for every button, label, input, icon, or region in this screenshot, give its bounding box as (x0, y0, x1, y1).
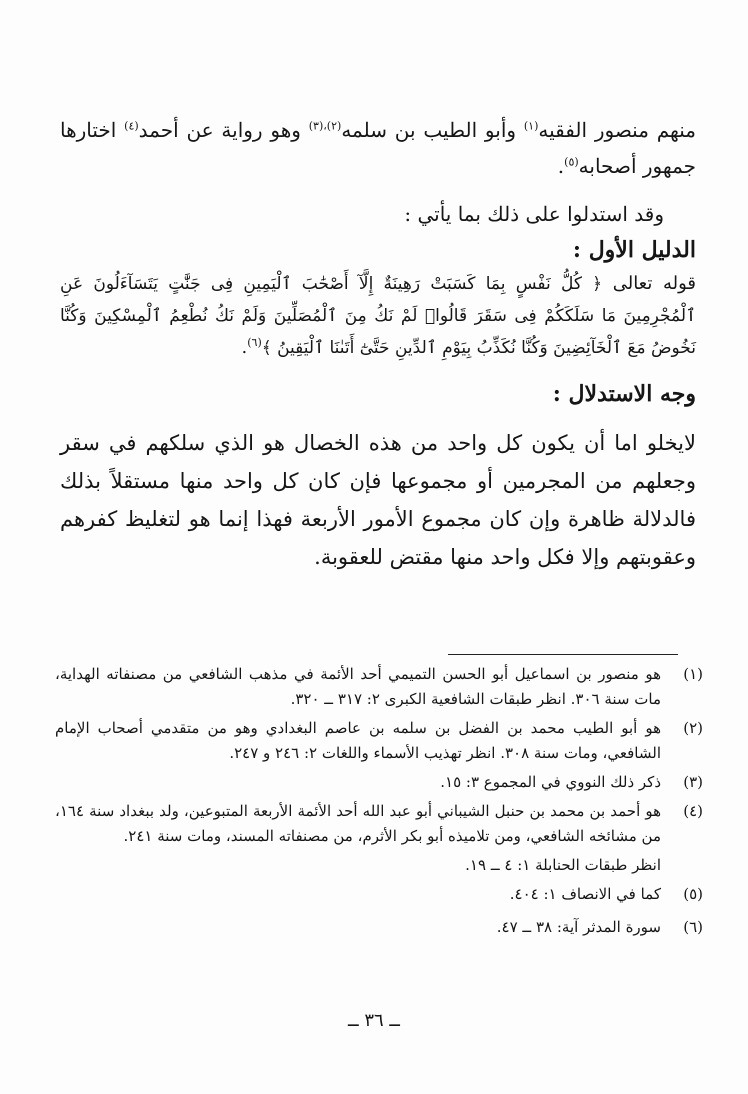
footnote-text: سورة المدثر آية: ٣٨ ــ ٤٧. (496, 918, 661, 936)
heading-inference: وجه الاستدلال : (552, 381, 696, 407)
intro-text-2: وأبو الطيب بن سلمه (341, 118, 524, 142)
footnote-number: (١) (683, 665, 703, 683)
evidence-intro: وقد استدلوا على ذلك بما يأتي : (404, 202, 664, 226)
intro-paragraph (60, 112, 696, 184)
footnote-text: هو أحمد بن محمد بن حنبل الشيباني أبو عبد الله أحد الأئمة الأربعة المتبوعين، ولد ببغداد سنة ١٦٤، من مشائخه الشافعي، ومن تلاميذه أبو بكر الأثرم، من مصنفاته المسند، ومات سنة ٢٤١. (55, 802, 661, 845)
footnote-number: (٦) (683, 918, 703, 936)
footnote-number: (٥) (683, 885, 703, 903)
footnote-text: هو أبو الطيب محمد بن الفضل بن سلمه بن عاصم البغدادي وهو من متقدمي أصحاب الإمام الشافعي، ومات سنة ٣٠٨. انظر تهذيب الأسماء واللغات ٢: ٢٤٦ و ٢٤٧. (55, 719, 661, 762)
footnote-6 (55, 915, 703, 940)
footnote-ref-4[interactable]: (٤) (124, 119, 139, 133)
footnote-divider (448, 654, 678, 655)
quran-citation (60, 268, 696, 364)
footnote-ref-5[interactable]: (٥) (564, 155, 579, 169)
footnote-number: (٢) (683, 719, 703, 737)
footnotes (55, 662, 703, 944)
page-number: ــ ٣٦ ــ (348, 1010, 400, 1031)
heading-first-evidence: الدليل الأول : (572, 237, 696, 263)
footnote-ref-2-3[interactable]: (٢)،(٣) (308, 119, 342, 133)
intro-text-3: وهو رواية عن أحمد (138, 118, 309, 142)
footnote-number: (٤) (683, 802, 703, 820)
quran-verse: ﴿ كُلُّ نَفْسٍ بِمَا كَسَبَتْ رَهِينَةٌ إِلَّآ أَصْحَٰبَ ٱلْيَمِينِ فِى جَنَّٰتٍ يَتَسَآءَلُونَ عَنِ ٱلْمُجْرِمِينَ مَا سَلَكَكُمْ فِى سَقَرَ قَالُوا۟ لَمْ نَكُ مِنَ ٱلْمُصَلِّينَ وَلَمْ نَكُ نُطْعِمُ ٱلْمِسْكِينَ وَكُنَّا نَخُوضُ مَعَ ٱلْخَآئِضِينَ وَكُنَّا نُكَذِّبُ بِيَوْمِ ٱلدِّينِ حَتَّىٰٓ أَتَىٰنَا ٱلْيَقِينُ ﴾ (60, 274, 696, 358)
footnote-text: ذكر ذلك النووي في المجموع ٣: ١٥. (440, 773, 661, 791)
intro-text-end: . (557, 154, 565, 178)
footnote-number: (٣) (683, 773, 703, 791)
main-text (60, 112, 696, 576)
footnote-4-reference: انظر طبقات الحنابلة ١: ٤ ــ ١٩. (465, 856, 661, 874)
intro-text-4: اختارها جمهور أصحابه (60, 118, 696, 178)
inference-paragraph: لايخلو اما أن يكون كل واحد من هذه الخصال هو الذي سلكهم في سقر وجعلهم من المجرمين أو مجموعها فإن كان كل واحد منها مستقلاً بذلك فالدلالة ظاهرة وإن كان مجموع الأمور الأربعة فهذا إنما هو لتغليظ كفرهم وعقوبتهم وإلا فكل واحد منها مقتض للعقوبة. (60, 431, 696, 569)
footnote-ref-6[interactable]: (٦) (247, 336, 262, 349)
footnote-text: كما في الانصاف ١: ٤٠٤. (509, 885, 661, 903)
footnote-2 (55, 716, 703, 766)
footnote-4 (55, 799, 703, 849)
footnote-ref-1[interactable]: (١) (523, 119, 539, 133)
intro-text-1: منهم منصور الفقيه (538, 118, 696, 142)
footnote-5 (55, 882, 703, 907)
footnote-text: هو منصور بن اسماعيل أبو الحسن التميمي أحد الأئمة في مذهب الشافعي من مصنفاته الهداية، مات سنة ٣٠٦. انظر طبقات الشافعية الكبرى ٢: ٣١٧ ــ ٣٢٠. (55, 665, 661, 708)
footnote-1 (55, 662, 703, 712)
footnote-3 (55, 770, 703, 795)
quran-lead: قوله تعالى (602, 273, 696, 294)
quran-end: . (241, 337, 248, 358)
